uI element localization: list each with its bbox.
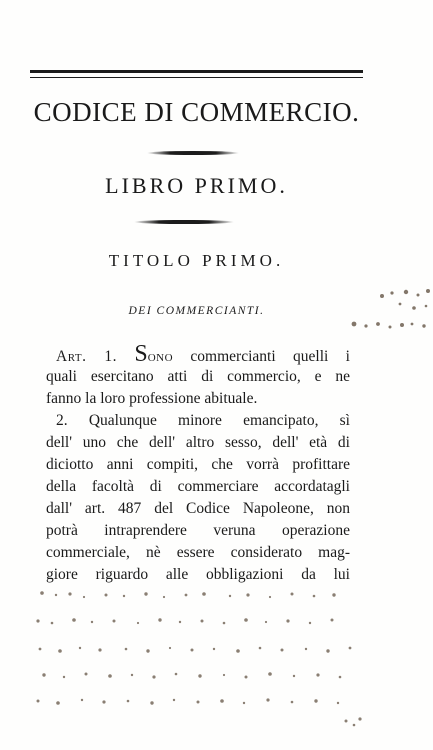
text-line: quali esercitano atti di commercio, e ne — [46, 368, 350, 385]
book-heading: LIBRO PRIMO. — [105, 173, 288, 198]
article-2-line: 2. Qualunque minore emancipato, sì — [56, 412, 350, 429]
text-line: fanno la loro professione abituale. — [46, 390, 258, 407]
text-line: potrà intraprendere veruna operazione — [46, 522, 350, 539]
drop-initial: Sono — [134, 344, 174, 366]
article-1-line: Art. 1. Sono commercianti quelli i — [56, 344, 350, 366]
text-line: dell' uno che dell' altro sesso, dell' età di — [46, 434, 350, 451]
ornamental-rule — [147, 151, 239, 155]
ornamental-rule — [134, 220, 234, 224]
text-line: della facoltà di commerciare accordatagli — [46, 478, 350, 495]
text-line: dall' art. 487 del Codice Napoleone, non — [46, 500, 350, 517]
main-title: CODICE DI COMMERCIO. — [33, 97, 360, 127]
text-line: diciotto anni compiti, che vorrà profittare — [46, 456, 350, 473]
body-text — [46, 344, 350, 586]
section-heading: DEI COMMERCIANTI. — [128, 305, 265, 317]
article-label: Art. 1. — [56, 348, 117, 365]
header-double-rule — [30, 70, 363, 78]
show-through-ink — [34, 585, 364, 735]
title-heading: TITOLO PRIMO. — [108, 251, 285, 270]
text-line: commerciale, nè essere considerato mag- — [46, 544, 350, 561]
text-line: giore riguardo alle obbligazioni da lui — [46, 566, 350, 583]
